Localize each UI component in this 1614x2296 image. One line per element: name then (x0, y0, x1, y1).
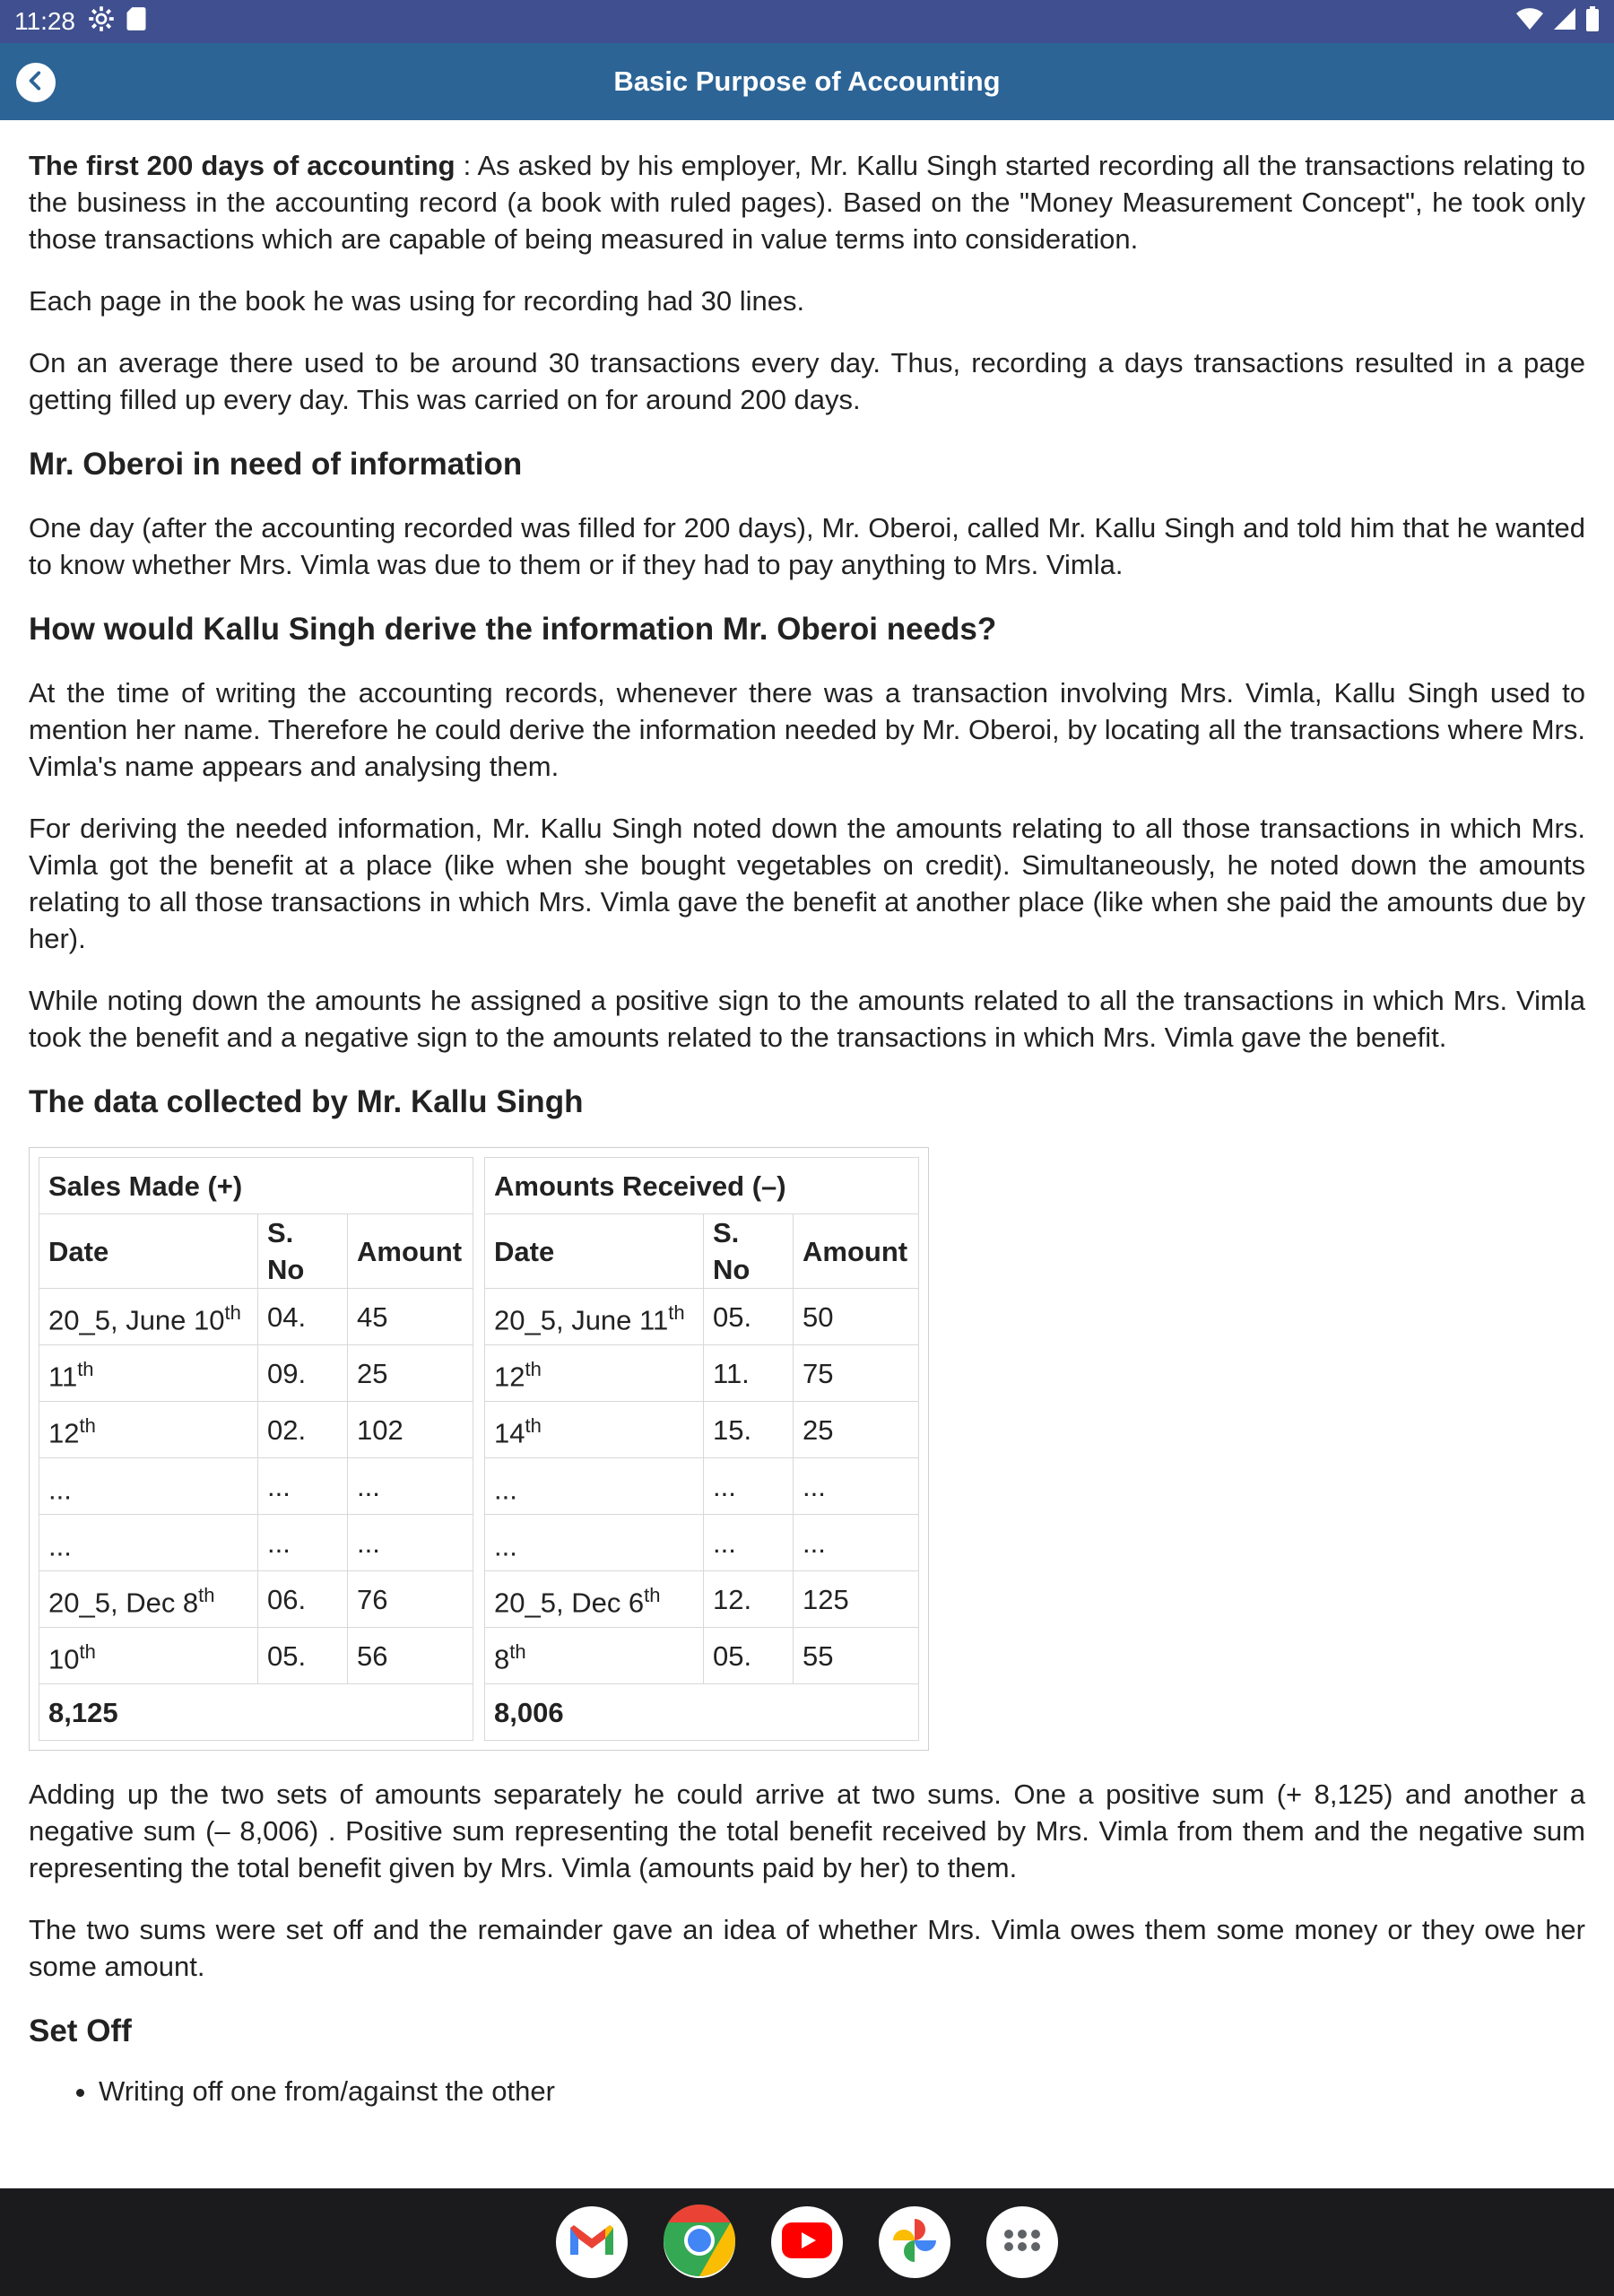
paragraph-mention-name: At the time of writing the accounting records, whenever there was a transaction involving Mrs. Vimla, Kallu Singh used to mention her name. Therefore he could derive the information needed by Mr. Oberoi, by locating all the transactions where Mrs. Vimla's name appears and analysing them. (29, 677, 1585, 782)
amount-cell: 125 (794, 1571, 919, 1628)
amount-cell: ... (348, 1458, 473, 1515)
date-cell: 20_5, June 11th (485, 1289, 704, 1345)
sno-cell: 11. (704, 1345, 794, 1402)
date-cell: 20_5, Dec 8th (39, 1571, 258, 1628)
column-header: S. No (704, 1214, 794, 1289)
paragraph-oberoi-request: One day (after the accounting recorded was filled for 200 days), Mr. Oberoi, called Mr. Kallu Singh and told him that he wanted to know whether Mrs. Vimla was due to them or if they had to pay anything to Mrs. Vimla. (29, 512, 1585, 580)
app-drawer-button[interactable] (986, 2206, 1058, 2278)
table-title: Amounts Received (–) (485, 1158, 919, 1214)
paragraph-average-transactions: On an average there used to be around 30 transactions every day. Thus, recording a days transactions resulted in a page getting filled up every day. This was carried on for around 200 days. (29, 347, 1585, 415)
table-row (39, 1289, 473, 1345)
table-row (485, 1571, 919, 1628)
column-header: Date (39, 1214, 258, 1289)
chrome-icon (664, 2205, 735, 2281)
date-cell: 12th (39, 1402, 258, 1458)
date-cell: ... (39, 1515, 258, 1571)
sno-cell: 05. (704, 1289, 794, 1345)
status-bar (0, 0, 1614, 43)
table-row (39, 1628, 473, 1684)
set-off-list (99, 2073, 1585, 2109)
date-cell: 11th (39, 1345, 258, 1402)
taskbar (0, 2188, 1614, 2296)
table-row (485, 1289, 919, 1345)
page-title: Basic Purpose of Accounting (613, 65, 1001, 97)
amount-cell: 102 (348, 1402, 473, 1458)
paragraph-page-lines: Each page in the book he was using for recording had 30 lines. (29, 285, 805, 317)
table-row (485, 1402, 919, 1458)
table-row (485, 1345, 919, 1402)
paragraph-lead-bold: The first 200 days of accounting (29, 150, 456, 181)
sno-cell: ... (704, 1458, 794, 1515)
settings-gear-icon (88, 5, 115, 39)
amounts-received-table (484, 1157, 919, 1741)
paragraph-noting-amounts: For deriving the needed information, Mr. Kallu Singh noted down the amounts relating to all those transactions in which Mrs. Vimla got the benefit at a place (like when she bought vegetables on credit). Simultaneously, he noted down the amounts relating to all those transactions in which Mrs. Vimla gave the benefit at another place (like when she paid the amounts due by her). (29, 813, 1585, 954)
gmail-icon (567, 2221, 617, 2265)
column-header: S. No (258, 1214, 348, 1289)
paragraph-set-off-remainder: The two sums were set off and the remainder gave an idea of whether Mrs. Vimla owes them some money or they owe her some amount. (29, 1914, 1585, 1982)
sno-cell: 05. (258, 1628, 348, 1684)
date-cell: ... (485, 1458, 704, 1515)
status-time: 11:28 (14, 7, 75, 35)
sno-cell: 05. (704, 1628, 794, 1684)
amount-cell: 25 (348, 1345, 473, 1402)
sales-made-table (39, 1157, 473, 1741)
total-cell: 8,006 (485, 1684, 919, 1741)
sno-cell: ... (258, 1515, 348, 1571)
photos-app-button[interactable] (879, 2206, 950, 2278)
sno-cell: 04. (258, 1289, 348, 1345)
amount-cell: 25 (794, 1402, 919, 1458)
sno-cell: 06. (258, 1571, 348, 1628)
heading-data-collected: The data collected by Mr. Kallu Singh (29, 1084, 584, 1119)
photos-icon (889, 2214, 941, 2271)
date-cell: 14th (485, 1402, 704, 1458)
heading-how-derive-info: How would Kallu Singh derive the information Mr. Oberoi needs? (29, 612, 997, 647)
article-content[interactable] (29, 120, 1585, 2188)
table-title: Sales Made (+) (39, 1158, 473, 1214)
chrome-app-button[interactable] (664, 2206, 735, 2278)
table-row (39, 1402, 473, 1458)
chevron-left-icon (24, 69, 48, 97)
cell-signal-icon (1553, 7, 1576, 37)
table-row (485, 1628, 919, 1684)
sd-card-icon (126, 6, 147, 38)
sno-cell: 12. (704, 1571, 794, 1628)
table-row (485, 1515, 919, 1571)
date-cell: 10th (39, 1628, 258, 1684)
sno-cell: 02. (258, 1402, 348, 1458)
amount-cell: ... (794, 1515, 919, 1571)
paragraph-signs: While noting down the amounts he assigned a positive sign to the amounts related to all the transactions in which Mrs. Vimla took the benefit and a negative sign to the amounts related to the transactions in which Mrs. Vimla gave the benefit. (29, 985, 1585, 1053)
sno-cell: ... (704, 1515, 794, 1571)
table-row (39, 1458, 473, 1515)
sno-cell: 15. (704, 1402, 794, 1458)
date-cell: ... (39, 1458, 258, 1515)
youtube-app-button[interactable] (771, 2206, 843, 2278)
amount-cell: 55 (794, 1628, 919, 1684)
data-table (29, 1147, 929, 1751)
table-row (485, 1458, 919, 1515)
paragraph-two-sums: Adding up the two sets of amounts separately he could arrive at two sums. One a positive sum (+ 8,125) and another a negative sum (– 8,006) . Positive sum representing the total benefit received by Mrs. Vimla from them and the negative sum representing the total benefit given by Mrs. Vimla (amounts paid by her) to them. (29, 1779, 1585, 1883)
date-cell: 8th (485, 1628, 704, 1684)
app-bar (0, 43, 1614, 120)
column-header: Amount (348, 1214, 473, 1289)
amount-cell: 50 (794, 1289, 919, 1345)
column-header: Date (485, 1214, 704, 1289)
amount-cell: ... (794, 1458, 919, 1515)
amount-cell: 76 (348, 1571, 473, 1628)
paragraph-first-200-days (29, 147, 1585, 257)
amount-cell: 56 (348, 1628, 473, 1684)
date-cell: 12th (485, 1345, 704, 1402)
date-cell: 20_5, Dec 6th (485, 1571, 704, 1628)
heading-oberoi-needs-info: Mr. Oberoi in need of information (29, 447, 523, 482)
list-item: • Writing off one from/against the other (99, 2073, 1585, 2109)
gmail-app-button[interactable] (556, 2206, 628, 2278)
paragraph-lead-rest: : As asked by his employer, Mr. Kallu Singh started recording all the transactions relating to the business in the accounting record (a book with ruled pages). Based on the "Money Measurement Concept", he took only those transactions which are capable of being measured in value terms into consideration. (29, 150, 1585, 255)
column-header: Amount (794, 1214, 919, 1289)
sno-cell: ... (258, 1458, 348, 1515)
total-cell: 8,125 (39, 1684, 473, 1741)
sno-cell: 09. (258, 1345, 348, 1402)
amount-cell: ... (348, 1515, 473, 1571)
table-row (39, 1345, 473, 1402)
app-drawer-icon (1002, 2227, 1042, 2258)
battery-icon (1585, 6, 1600, 38)
table-row (39, 1515, 473, 1571)
back-button[interactable] (16, 63, 56, 102)
date-cell: ... (485, 1515, 704, 1571)
date-cell: 20_5, June 10th (39, 1289, 258, 1345)
table-row (39, 1571, 473, 1628)
heading-set-off: Set Off (29, 2013, 132, 2048)
amount-cell: 45 (348, 1289, 473, 1345)
wifi-icon (1515, 7, 1544, 37)
amount-cell: 75 (794, 1345, 919, 1402)
youtube-icon (782, 2222, 832, 2263)
